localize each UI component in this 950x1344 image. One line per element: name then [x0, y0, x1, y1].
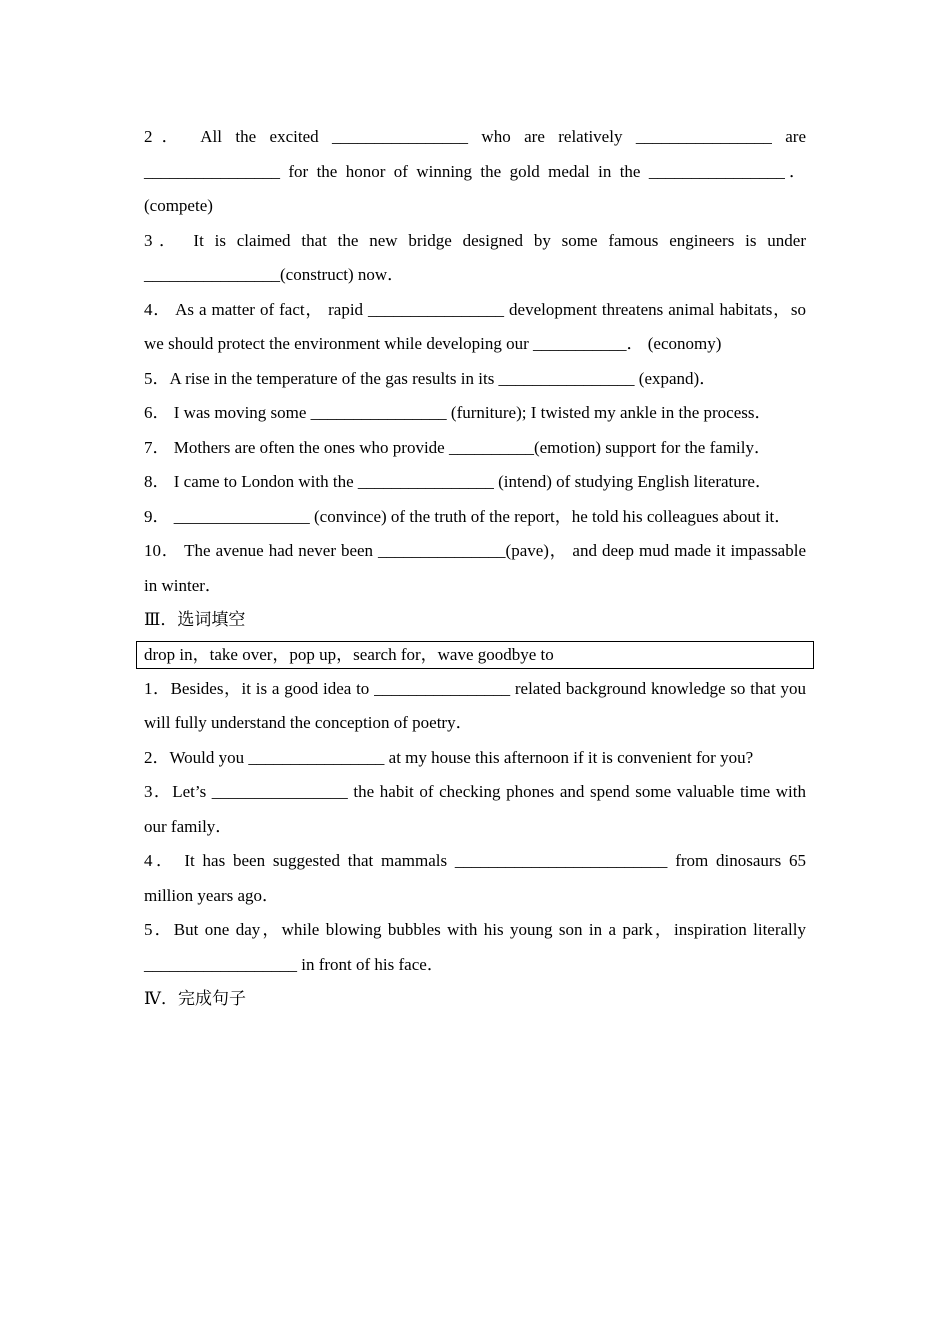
exercise-item-2-3: 3． It is claimed that the new bridge designed by some famous engineers is under ________________(construct) now．: [144, 230, 806, 284]
exercise-item-3-4: 4． It has been suggested that mammals _________________________ from dinosaurs 65 million years ago．: [144, 851, 806, 905]
exercise-item-2-7: 7． Mothers are often the ones who provide __________(emotion) support for the family．: [144, 437, 771, 457]
word-bank-box: drop in，take over，pop up，search for，wave goodbye to: [136, 641, 814, 669]
exercise-item-3-1: 1．Besides，it is a good idea to ________________ related background knowledge so that you will fully understand the conception of poetry．: [144, 678, 806, 732]
exercise-item-2-9: 9． ________________ (convince) of the truth of the report，he told his colleagues about it．: [144, 506, 792, 526]
exercise-item-2-6: 6． I was moving some ________________ (furniture); I twisted my ankle in the process．: [144, 403, 772, 422]
document-page: [144, 120, 806, 1017]
exercise-item-2-2: 2． All the excited ________________ who are relatively ________________ are ________________ for the honor of winning the gold medal in the ________________． (compete): [144, 127, 806, 215]
exercise-item-3-2: 2．Would you ________________ at my house this afternoon if it is convenient for you?: [144, 747, 754, 767]
exercise-item-3-5: 5．But one day，while blowing bubbles with his young son in a park，inspiration literally __________________ in front of his face．: [144, 920, 806, 974]
exercise-item-2-8: 8． I came to London with the ________________ (intend) of studying English literature．: [144, 472, 772, 491]
section-heading-3: Ⅲ．选词填空: [144, 610, 246, 629]
exercise-item-2-4: 4． As a matter of fact， rapid ________________ development threatens animal habitats，so we should protect the environment while developing our ___________． (economy): [144, 299, 806, 353]
exercise-item-3-3: 3．Let’s ________________ the habit of checking phones and spend some valuable time with our family．: [144, 782, 806, 836]
exercise-item-2-10: 10． The avenue had never been _______________(pave)， and deep mud made it impassable in winter．: [144, 541, 806, 595]
section-heading-4: Ⅳ．完成句子: [144, 989, 246, 1008]
exercise-item-2-5: 5．A rise in the temperature of the gas results in its ________________ (expand)．: [144, 368, 717, 388]
